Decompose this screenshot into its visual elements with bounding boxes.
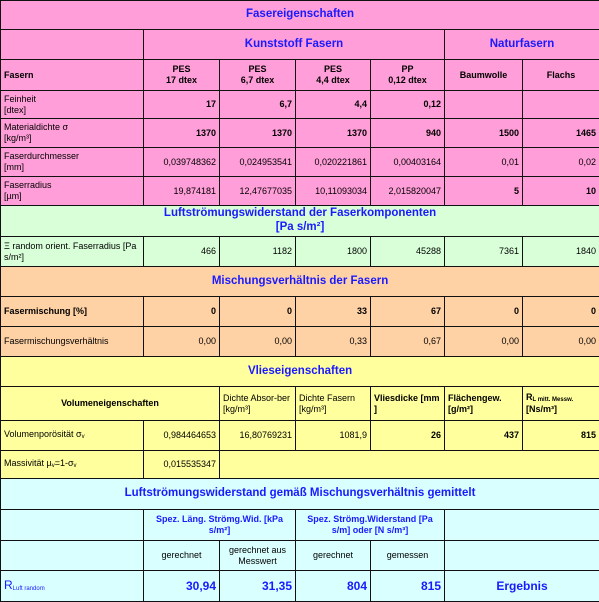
table-row bbox=[1, 119, 599, 148]
table-row bbox=[1, 91, 599, 119]
table-cell: 10 bbox=[523, 177, 599, 206]
group-header-natural-fibers: Naturfasern bbox=[445, 30, 599, 60]
row-label bbox=[1, 421, 144, 451]
table-cell: 17 bbox=[144, 91, 220, 119]
table-cell: 67 bbox=[371, 297, 445, 327]
row-label: Massivität µv=1-σv bbox=[1, 451, 144, 479]
header-density-fibers: Dichte Fasern [kg/m³] bbox=[296, 387, 371, 421]
header-specific-length-flow-resistance: Spez. Läng. Strömg.Wid. [kPa s/m²] bbox=[144, 510, 296, 541]
table-cell: 0 bbox=[445, 297, 523, 327]
table-cell: 0,015535347 bbox=[144, 451, 220, 479]
empty-cell bbox=[1, 541, 144, 571]
table-cell: 0,12 bbox=[371, 91, 445, 119]
fiber-detail: 17 dtex bbox=[147, 75, 216, 86]
table-cell: 2,015820047 bbox=[371, 177, 445, 206]
fiber-header bbox=[523, 60, 599, 91]
table-cell: 0 bbox=[144, 297, 220, 327]
table-cell: 0,020221861 bbox=[296, 148, 371, 177]
row-label-subscript: v bbox=[82, 434, 85, 440]
empty-cell bbox=[1, 510, 144, 541]
subheader-calculated: gerechnet bbox=[296, 541, 371, 571]
table-cell: 26 bbox=[371, 421, 445, 451]
fiber-detail: 6,7 dtex bbox=[223, 75, 292, 86]
row-label: Ξ random orient. Faserradius [Pa s/m²] bbox=[1, 237, 144, 267]
header-density-absorber: Dichte Absor-ber [kg/m³] bbox=[220, 387, 296, 421]
fiber-header bbox=[445, 60, 523, 91]
table-row bbox=[1, 237, 599, 267]
row-label-unit: [kg/m³] bbox=[4, 133, 140, 144]
table-cell: 5 bbox=[445, 177, 523, 206]
fiber-name: PES bbox=[147, 64, 216, 75]
table-cell: 16,80769231 bbox=[220, 421, 296, 451]
result-value: 31,35 bbox=[220, 571, 296, 602]
table-cell: 10,11093034 bbox=[296, 177, 371, 206]
table-cell: 45288 bbox=[371, 237, 445, 267]
header-fleece-thickness: Vliesdicke [mm ] bbox=[371, 387, 445, 421]
table-cell bbox=[523, 91, 599, 119]
table-cell: 1500 bbox=[445, 119, 523, 148]
result-value: 804 bbox=[296, 571, 371, 602]
fiber-header bbox=[296, 60, 371, 91]
row-label bbox=[1, 177, 144, 206]
table-cell: 0,984464653 bbox=[144, 421, 220, 451]
fiber-name: PES bbox=[223, 64, 292, 75]
table-cell: 815 bbox=[523, 421, 599, 451]
table-cell: 1370 bbox=[296, 119, 371, 148]
result-subscript: Luft random bbox=[13, 586, 45, 592]
empty-cell bbox=[220, 451, 599, 479]
empty-cell bbox=[1, 30, 144, 60]
row-label: Fasermischung [%] bbox=[1, 297, 144, 327]
table-cell: 19,874181 bbox=[144, 177, 220, 206]
table-cell: 12,47677035 bbox=[220, 177, 296, 206]
header-area-weight: Flächengew. [g/m²] bbox=[445, 387, 523, 421]
result-symbol: R bbox=[4, 578, 13, 592]
table-cell: 33 bbox=[296, 297, 371, 327]
table-row bbox=[1, 177, 599, 206]
table-row bbox=[1, 451, 599, 479]
fiber-header bbox=[220, 60, 296, 91]
table-row bbox=[1, 148, 599, 177]
row-label-unit: [µm] bbox=[4, 191, 140, 202]
row-label bbox=[1, 91, 144, 119]
result-word: Ergebnis bbox=[445, 571, 599, 602]
result-value: 815 bbox=[371, 571, 445, 602]
row-label-text: Volumenporösität σ bbox=[4, 429, 82, 439]
table-row bbox=[1, 571, 599, 602]
table-cell: 1370 bbox=[144, 119, 220, 148]
table-cell: 0,00 bbox=[523, 327, 599, 357]
table-cell: 0,039748362 bbox=[144, 148, 220, 177]
table-cell: 4,4 bbox=[296, 91, 371, 119]
section-title-text: Luftströmungswiderstand der Faserkomponenten bbox=[4, 207, 596, 221]
table-cell: 437 bbox=[445, 421, 523, 451]
table-row bbox=[1, 327, 599, 357]
section-title-fleece-properties: Vlieseigenschaften bbox=[1, 357, 599, 387]
table-row bbox=[1, 297, 599, 327]
subheader-calculated-from-measured: gerechnet aus Messwert bbox=[220, 541, 296, 571]
fiber-header bbox=[144, 60, 220, 91]
table-cell: 1182 bbox=[220, 237, 296, 267]
table-cell: 1465 bbox=[523, 119, 599, 148]
row-label-text: Feinheit bbox=[4, 94, 140, 105]
empty-cell bbox=[445, 510, 599, 541]
subheader-measured: gemessen bbox=[371, 541, 445, 571]
table-cell: 0,01 bbox=[445, 148, 523, 177]
table-cell: 0,00 bbox=[144, 327, 220, 357]
table-cell: 0,02 bbox=[523, 148, 599, 177]
table-cell: 1800 bbox=[296, 237, 371, 267]
fiber-detail: 0,12 dtex bbox=[374, 75, 441, 86]
row-header-fibers: Fasern bbox=[1, 60, 144, 91]
table-cell: 1081,9 bbox=[296, 421, 371, 451]
table-cell: 0 bbox=[220, 297, 296, 327]
fiber-name: Baumwolle bbox=[448, 70, 519, 81]
result-value: 30,94 bbox=[144, 571, 220, 602]
table-cell: 6,7 bbox=[220, 91, 296, 119]
result-label bbox=[1, 571, 144, 602]
fiber-name: Flachs bbox=[526, 70, 596, 81]
row-label-unit: [dtex] bbox=[4, 105, 140, 116]
row-label: Fasermischungsverhältnis bbox=[1, 327, 144, 357]
rl-unit: [Ns/m³] bbox=[526, 404, 596, 415]
row-label bbox=[1, 148, 144, 177]
table-row bbox=[1, 421, 599, 451]
table-cell: 0,00 bbox=[220, 327, 296, 357]
table-cell: 0,00 bbox=[445, 327, 523, 357]
section-title-mixing-ratio: Mischungsverhältnis der Fasern bbox=[1, 267, 599, 297]
rl-subscript: L mitt. Messw. bbox=[533, 397, 574, 403]
table-cell: 0,33 bbox=[296, 327, 371, 357]
table-cell bbox=[445, 91, 523, 119]
row-label-text: Faserdurchmesser bbox=[4, 151, 140, 162]
table-cell: 0,00403164 bbox=[371, 148, 445, 177]
row-label-text: Materialdichte σ bbox=[4, 122, 140, 133]
section-title-airflow-mixing: Luftströmungswiderstand gemäß Mischungsverhältnis gemittelt bbox=[1, 479, 599, 510]
group-header-synthetic-fibers: Kunststoff Fasern bbox=[144, 30, 445, 60]
subheader-calculated: gerechnet bbox=[144, 541, 220, 571]
fiber-detail: 4,4 dtex bbox=[299, 75, 367, 86]
section-title-fiber-properties: Fasereigenschaften bbox=[1, 1, 599, 30]
row-label bbox=[1, 119, 144, 148]
fiber-name: PP bbox=[374, 64, 441, 75]
table-cell: 466 bbox=[144, 237, 220, 267]
fiber-header bbox=[371, 60, 445, 91]
header-specific-flow-resistance: Spez. Strömg.Widerstand [Pa s/m] oder [N s/m³] bbox=[296, 510, 445, 541]
row-label-unit: [mm] bbox=[4, 162, 140, 173]
table-cell: 0,67 bbox=[371, 327, 445, 357]
section-title-airflow-components bbox=[1, 206, 599, 237]
header-volume-properties: Volumeneigenschaften bbox=[1, 387, 220, 421]
section-title-unit: [Pa s/m²] bbox=[4, 221, 596, 235]
rl-symbol: R bbox=[526, 392, 533, 402]
row-label-text: Faserradius bbox=[4, 180, 140, 191]
table-cell: 1370 bbox=[220, 119, 296, 148]
table-cell: 1840 bbox=[523, 237, 599, 267]
table-cell: 0 bbox=[523, 297, 599, 327]
fiber-name: PES bbox=[299, 64, 367, 75]
header-flow-resistance-measured bbox=[523, 387, 599, 421]
table-cell: 0,024953541 bbox=[220, 148, 296, 177]
table-cell: 7361 bbox=[445, 237, 523, 267]
table-cell: 940 bbox=[371, 119, 445, 148]
empty-cell bbox=[445, 541, 599, 571]
